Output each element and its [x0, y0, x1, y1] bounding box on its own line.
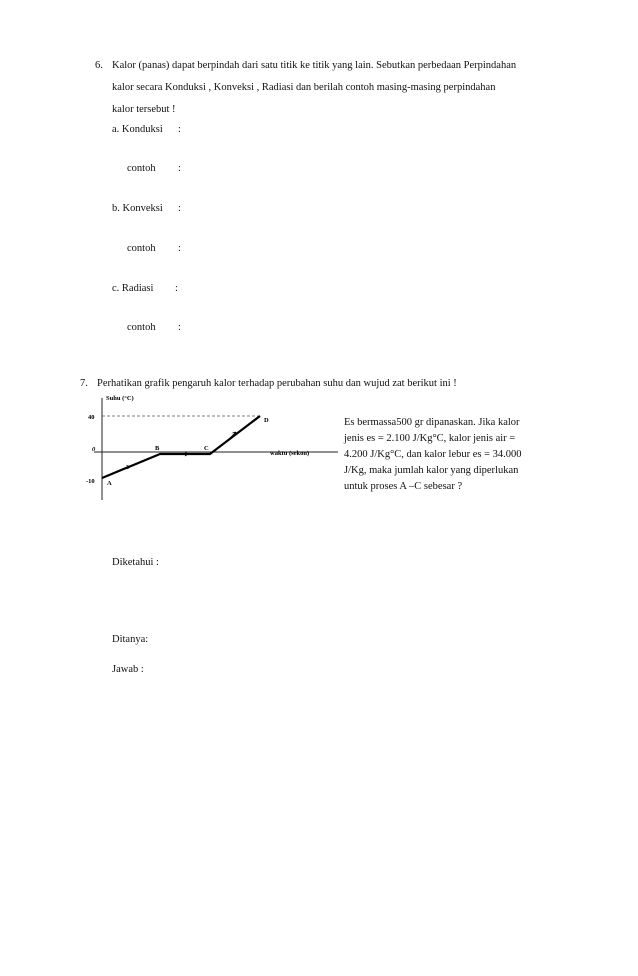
q6-konduksi-label: a. Konduksi — [112, 124, 163, 135]
q6-line-2: kalor secara Konduksi , Konveksi , Radiasi dan berilah contoh masing-masing perpindahan — [112, 82, 496, 93]
q7-ditanya: Ditanya: — [112, 634, 149, 645]
y-tick-0: 0 — [92, 446, 96, 453]
q7-problem-line-3: 4.200 J/Kg°C, dan kalor lebur es = 34.000 — [344, 449, 522, 460]
arrow-bc-icon — [180, 452, 188, 456]
q6-line-1: Kalor (panas) dapat berpindah dari satu titik ke titik yang lain. Sebutkan perbedaan Perpindahan — [112, 60, 517, 71]
point-label-d: D — [264, 417, 269, 424]
q6-konveksi-colon: : — [178, 203, 181, 214]
y-axis-label: Suhu (°C) — [106, 395, 134, 402]
q6-konduksi-example-label: contoh — [127, 163, 156, 174]
q6-number: 6. — [95, 60, 103, 71]
q7-problem-line-5: untuk proses A –C sebesar ? — [344, 481, 463, 492]
q7-problem-line-1: Es bermassa500 gr dipanaskan. Jika kalor — [344, 417, 520, 428]
q7-number: 7. — [80, 378, 88, 389]
q7-problem-statement — [344, 415, 564, 495]
q6-line-3: kalor tersebut ! — [112, 104, 176, 115]
q7-problem-line-2: jenis es = 2.100 J/Kg°C, kalor jenis air = — [344, 433, 516, 444]
point-label-c: C — [204, 445, 209, 452]
q6-radiasi-example-label: contoh — [127, 322, 156, 333]
y-tick-40: 40 — [88, 414, 95, 421]
point-label-a: A — [107, 480, 112, 487]
q6-konduksi-colon: : — [178, 124, 181, 135]
q6-konveksi-label: b. Konveksi — [112, 203, 163, 214]
q6-radiasi-example-colon: : — [178, 322, 181, 333]
x-axis-label: waktu (sekon) — [270, 450, 310, 457]
q7-diketahui: Diketahui : — [112, 557, 159, 568]
q7-prompt: Perhatikan grafik pengaruh kalor terhadap perubahan suhu dan wujud zat berikut ini ! — [97, 378, 457, 389]
q7-jawab: Jawab : — [112, 664, 144, 675]
y-tick-minus-10: -10 — [86, 478, 95, 485]
q6-radiasi-label: c. Radiasi — [112, 283, 154, 294]
q6-konduksi-example-colon: : — [178, 163, 181, 174]
point-label-b: B — [155, 445, 160, 452]
q6-radiasi-colon: : — [175, 283, 178, 294]
q7-problem-line-4: J/Kg, maka jumlah kalor yang diperlukan — [344, 465, 519, 476]
heating-curve-chart — [80, 392, 350, 507]
q6-konveksi-example-colon: : — [178, 243, 181, 254]
q6-konveksi-example-label: contoh — [127, 243, 156, 254]
